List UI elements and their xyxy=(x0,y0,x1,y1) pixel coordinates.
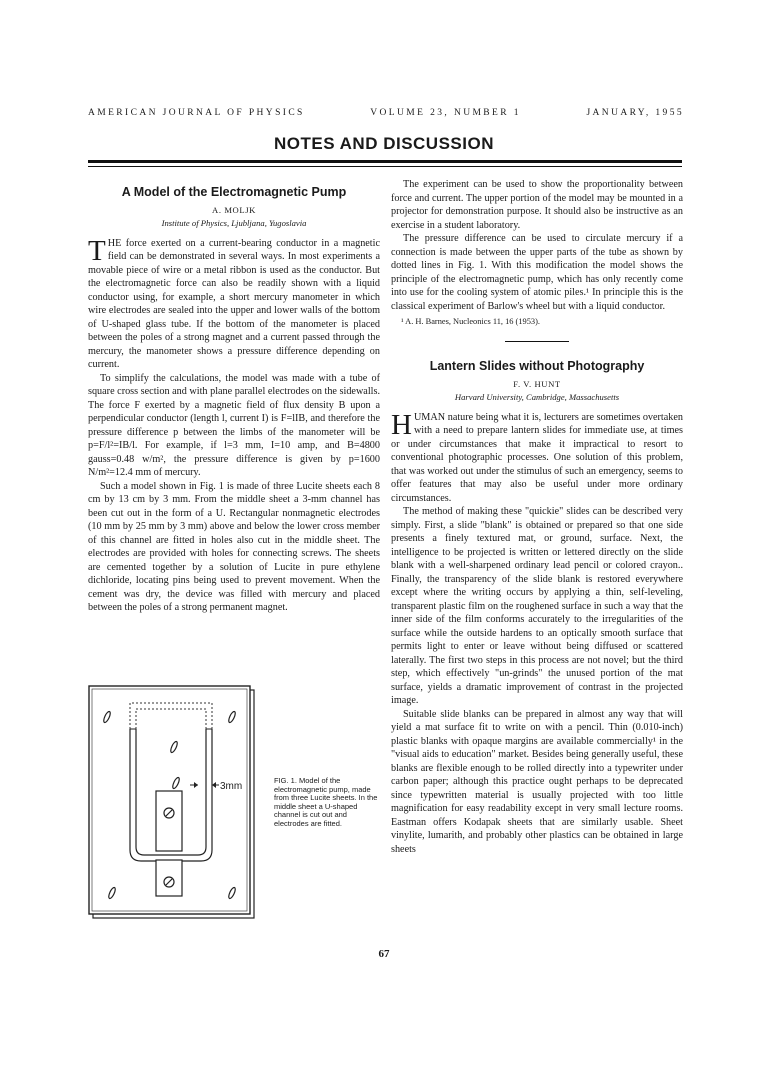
article1-paragraph-1: THE force exerted on a current-bearing conductor in a magnetic field can be demonstrated in several ways. In most experiments a movable piece of wire or a metal ribbon is used as the conductor. But the electromagnetic force can also be readily shown with a liquid conductor using, for example, a short mercury manometer in which wire electrodes are sealed into the upper and lower walls of the bottom of U-shaped glass tube. If the bottom of the manometer is placed between the poles of a strong magnet and a current passed through the mercury, the manometer shows a pressure difference depending on current. xyxy=(88,234,380,370)
article1-footnote: ¹ A. H. Barnes, Nucleonics 11, 16 (1953). xyxy=(401,317,540,326)
figure-caption xyxy=(274,777,378,829)
article2-paragraph-2: The method of making these "quickie" slides can be described very simply. First, a slide "blank" is obtained or prepared so that one side presents a finely textured mat, or ground, surface. Next, the intelligence to be projected is written or lettered directly on the slide blank with a well-sharpened ordinary lead pencil or colored crayon.. Finally, the transparency of the slide blank is restored everywhere except where the writing occurs by applying a thin, self-leveling, transparent plastic film on the roughened surface in such a way that the inner side of the film conforms accurately to the irregularities of the surface while the outside hardens to an optically smooth surface that permits light to enter or leave without being diffused or scattered laterally. The first two steps in this process are not novel; but the third step, which effectively "un-grinds" the unused portion of the mat surface, yields a dramatic improvement of contrast in the projected image. xyxy=(391,506,683,706)
figure-1 xyxy=(88,685,378,925)
article2-paragraph-3: Suitable slide blanks can be prepared in almost any way that will yield a mat surface fit to write on with a pencil. Thin (0.010-inch) plastic blanks with opaque margins are available commercially¹ in the "visual aids to education" market. Besides being generally useful, these blanks are flexible enough to be rolled directly into a typewriter under carbon paper; although this practice ought perhaps to be deprecated since typewritten material is usually projected with too little magnification for easy readability except in very small lecture rooms. Eastman offers Kodapak sheets that are similarly usable. Sheet vinylite, lumarith, and probably other plastics can be obtained in large sheets xyxy=(391,708,683,855)
running-head xyxy=(88,108,684,118)
article1-dropcap: T xyxy=(88,234,106,267)
article-separator xyxy=(505,341,569,342)
issue-date: JANUARY, 1955 xyxy=(586,108,684,118)
header-rule-thick xyxy=(88,160,682,163)
article1-paragraph-3: Such a model shown in Fig. 1 is made of three Lucite sheets each 8 cm by 13 cm by 3 mm. From the middle sheet a 3-mm channel has been cut out in the form of a U. Rectangular nonmagnetic electrodes (10 mm by 25 mm by 3 mm) above and below the lower cross member of this channel are fitted in holes also cut in the middle sheet. The electrodes are provided with holes for connecting screws. The sheets are cemented together by a solution of Lucite in pure ethylene dichloride, locating pins being used to prevent movement. When the cement was dry, the device was filled with mercury and placed between the poles of a strong permanent magnet. xyxy=(88,480,380,613)
article2-dropcap: H xyxy=(391,408,412,441)
figure-label: FIG. 1. xyxy=(274,776,297,785)
left-column xyxy=(88,178,380,615)
header-rule-thin xyxy=(88,166,682,167)
article1-affiliation: Institute of Physics, Ljubljana, Yugoslavia xyxy=(161,218,307,228)
article2-affiliation: Harvard University, Cambridge, Massachusetts xyxy=(454,392,620,402)
article1-title: A Model of the Electromagnetic Pump xyxy=(121,185,347,199)
figure-caption-text: Model of the electromagnetic pump, made from three Lucite sheets. In the middle sheet a U-shaped channel is cut out and electrodes are fitted. xyxy=(274,776,378,828)
journal-name: AMERICAN JOURNAL OF PHYSICS xyxy=(88,108,305,118)
article2-paragraph-1: HUMAN nature being what it is, lecturers are sometimes overtaken with a need to prepare lantern slides for immediate use, at times or under circumstances that make it impractical to resort to conventional photographic processes. One solution of this problem, that was worked out under the stimulus of such an emergency, seems to offer features that may also be useful under more ordinary circumstances. xyxy=(391,408,683,504)
section-title: NOTES AND DISCUSSION xyxy=(273,134,494,153)
article1-paragraph-4: The experiment can be used to show the proportionality between force and current. The upper portion of the model may be mounted in a projector for demonstration purpose. It should also be instructive as an exercise in a student laboratory. xyxy=(391,179,683,231)
article2-author: F. V. HUNT xyxy=(513,378,561,389)
article2-title: Lantern Slides without Photography xyxy=(429,359,645,373)
article1-paragraph-2: To simplify the calculations, the model was made with a tube of square cross section and with plane parallel electrodes on the sidewalls. The force F exerted by a magnetic field of flux density B upon a perpendicular conductor (length l, current I) is F=lIB, and therefore the pressure difference p between the limbs of the manometer will be p=F/l²=IB/l. For example, if l=3 mm, I=10 amp, and B=4800 gauss=0.48 w/m², the pressure difference is given by p=1600 N/m²=12.4 mm of mercury. xyxy=(88,372,380,478)
volume-number: VOLUME 23, NUMBER 1 xyxy=(370,108,521,118)
page-number: 67 xyxy=(378,948,390,960)
right-column xyxy=(391,178,683,856)
dimension-label: 3mm xyxy=(220,781,243,792)
article1-author: A. MOLJK xyxy=(212,204,256,215)
article1-paragraph-5: The pressure difference can be used to circulate mercury if a connection is made between the upper parts of the tube as shown by dotted lines in Fig. 1. With this modification the model shows the principle of the electromagnetic pump, which has only recently come into use for the cooling system of atomic piles.¹ In principle this is the classical experiment of Barlow's wheel but with a liquid conductor. xyxy=(391,233,683,312)
